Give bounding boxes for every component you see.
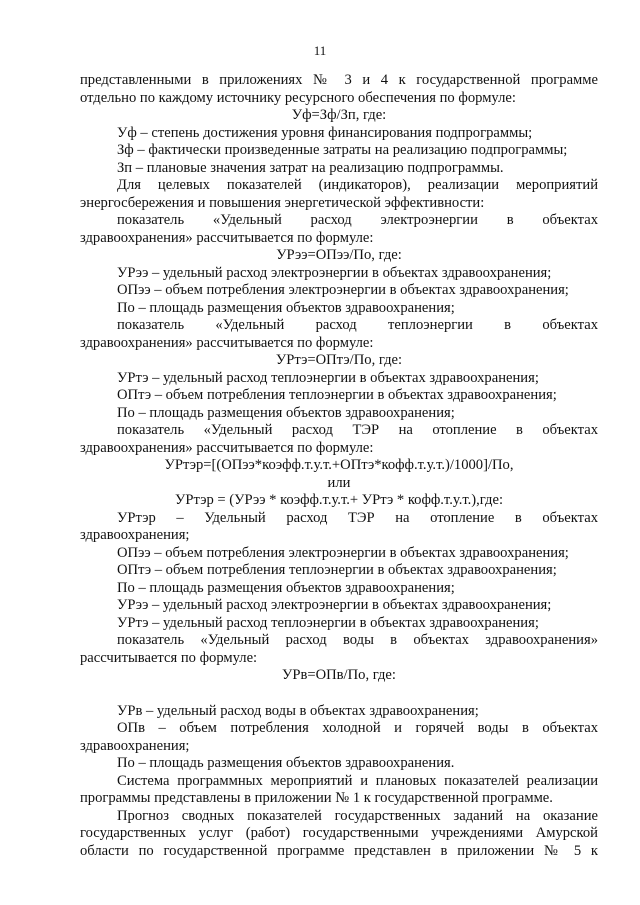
definition-line: ОПээ – объем потребления электроэнергии в объектах здравоохранения; — [117, 544, 569, 561]
definition-line: УРээ – удельный расход электроэнергии в объектах здравоохранения; — [117, 264, 552, 281]
definition-line: По – площадь размещения объектов здравоохранения. — [117, 755, 455, 771]
definition-line: здравоохранения; — [80, 737, 190, 754]
definition-line: УРтэр – Удельный расход ТЭР на отопление в объектах — [117, 509, 598, 526]
definition-line: ОПтэ – объем потребления теплоэнергии в объектах здравоохранения; — [117, 562, 557, 578]
formula: УРв=ОПв/По, где: — [282, 667, 396, 683]
definition-line: ОПв – объем потребления холодной и горячей воды в объектах — [117, 720, 598, 736]
definition-line: здравоохранения; — [80, 527, 190, 543]
text-line: показатель «Удельный расход ТЭР на отопление в объектах — [117, 422, 598, 438]
text-line: рассчитывается по формуле: — [80, 649, 258, 666]
definition-line: УРтэ – удельный расход теплоэнергии в объектах здравоохранения; — [117, 614, 539, 631]
text-line: здравоохранения» рассчитывается по формуле: — [80, 439, 374, 456]
document-body — [80, 72, 598, 860]
formula-or: или — [327, 474, 351, 491]
definition-line: ОПээ – объем потребления электроэнергии в объектах здравоохранения; — [117, 282, 569, 298]
text-line: показатель «Удельный расход теплоэнергии в объектах — [117, 317, 598, 333]
text-line: здравоохранения» рассчитывается по формуле: — [80, 229, 374, 246]
definition-line: УРв – удельный расход воды в объектах здравоохранения; — [117, 702, 479, 719]
text-line: государственных услуг (работ) государственными учреждениями Амурской — [80, 825, 598, 841]
text-line: программы представлены в приложении № 1 к государственной программе. — [80, 790, 553, 806]
text-line: Для целевых показателей (индикаторов), реализации мероприятий — [117, 177, 598, 193]
definition-line: УРтэ – удельный расход теплоэнергии в объектах здравоохранения; — [117, 369, 539, 386]
text-line: энергосбережения и повышения энергетической эффективности: — [80, 194, 485, 211]
definition-line: Зф – фактически произведенные затраты на реализацию подпрограммы; — [117, 142, 568, 158]
text-line: показатель «Удельный расход электроэнергии в объектах — [117, 212, 598, 228]
formula: УРтэр = (УРээ * коэфф.т.у.т.+ УРтэ * кофф.т.у.т.),где: — [175, 492, 503, 508]
definition-line: По – площадь размещения объектов здравоохранения; — [117, 579, 455, 596]
formula: УРээ=ОПээ/По, где: — [276, 247, 402, 263]
text-line: здравоохранения» рассчитывается по формуле: — [80, 334, 374, 351]
text-line: представленными в приложениях № 3 и 4 к государственной программе — [80, 72, 598, 88]
definition-line: УРээ – удельный расход электроэнергии в объектах здравоохранения; — [117, 597, 552, 613]
definition-line: Уф – степень достижения уровня финансирования подпрограммы; — [117, 124, 533, 141]
text-line: отдельно по каждому источнику ресурсного обеспечения по формуле: — [80, 89, 516, 106]
definition-line: По – площадь размещения объектов здравоохранения; — [117, 299, 455, 316]
text-line: Система программных мероприятий и плановых показателей реализации — [117, 772, 598, 789]
definition-line: По – площадь размещения объектов здравоохранения; — [117, 404, 455, 421]
definition-line: Зп – плановые значения затрат на реализацию подпрограммы. — [117, 159, 504, 176]
page-number: 11 — [313, 43, 327, 58]
formula: Уф=Зф/Зп, где: — [291, 107, 387, 123]
definition-line: ОПтэ – объем потребления теплоэнергии в объектах здравоохранения; — [117, 387, 557, 403]
text-line: области по государственной программе представлен в приложении № 5 к — [80, 842, 598, 859]
text-line: показатель «Удельный расход воды в объектах здравоохранения» — [117, 632, 598, 648]
formula: УРтэ=ОПтэ/По, где: — [275, 352, 403, 368]
text-line: Прогноз сводных показателей государственных заданий на оказание — [117, 807, 598, 824]
formula: УРтэр=[(ОПээ*коэфф.т.у.т.+ОПтэ*кофф.т.у.т.)/1000]/По, — [164, 457, 514, 473]
spacer — [80, 685, 598, 703]
